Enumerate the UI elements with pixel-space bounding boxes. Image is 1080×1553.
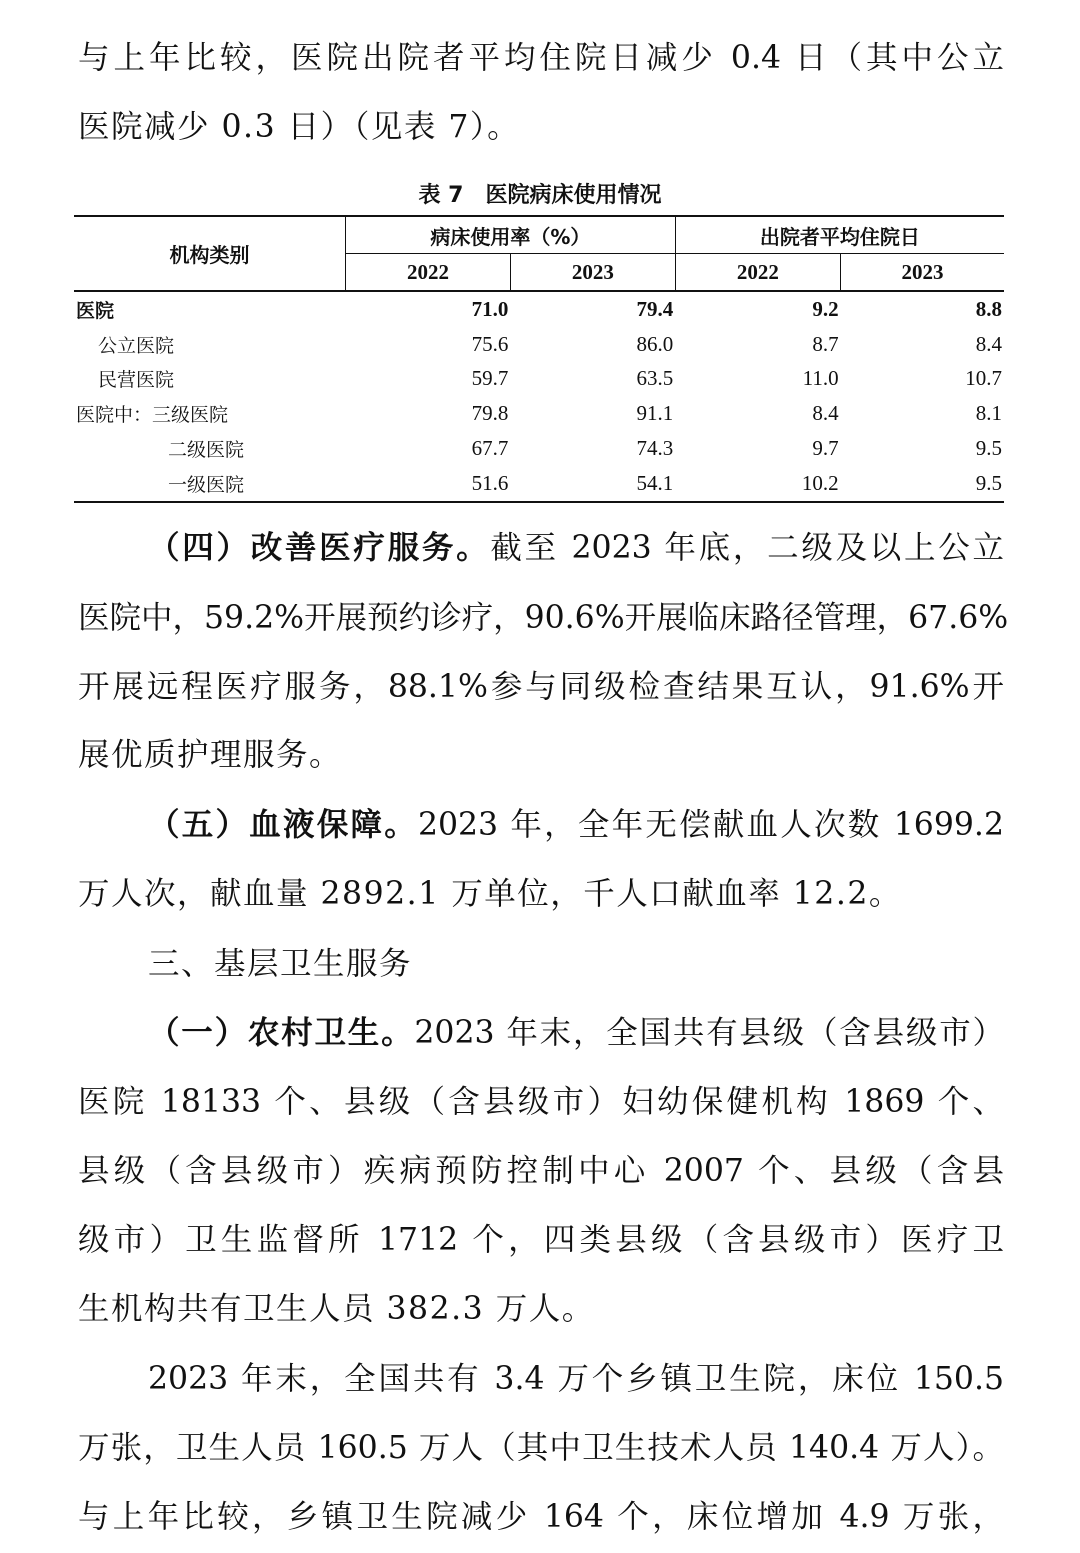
- cell-value: 54.1: [636, 470, 674, 495]
- cell-value: 71.0: [471, 296, 509, 321]
- cell-value: 8.4: [975, 331, 1002, 356]
- township-line-2: 万张，卫生人员 160.5 万人（其中卫生技术人员 140.4 万人）。: [78, 1430, 1004, 1466]
- section4-line-4: 展优质护理服务。: [78, 737, 343, 773]
- table-row: [74, 431, 1004, 466]
- section5-lead: （五）血液保障。: [148, 806, 418, 843]
- cell-value: 75.6: [471, 331, 509, 356]
- row-label: 一级医院: [168, 473, 245, 496]
- header-year: 2023: [510, 254, 675, 292]
- cell-value: 10.2: [801, 470, 839, 495]
- cell-value: 9.5: [975, 436, 1002, 461]
- table-row: [74, 466, 1004, 502]
- cell-value: 8.7: [812, 331, 839, 356]
- cell-value: 11.0: [802, 366, 839, 391]
- intro-line-2: 医院减少 0.3 日）（见表 7）。: [78, 109, 521, 145]
- cell-value: 59.7: [471, 366, 509, 391]
- township-line-3: 与上年比较，乡镇卫生院减少 164 个，床位增加 4.9 万张，: [78, 1499, 1004, 1535]
- rural-line-1: [148, 1013, 1004, 1053]
- row-label: 民营医院: [98, 369, 175, 392]
- cell-value: 8.1: [975, 401, 1002, 426]
- cell-value: 10.7: [965, 366, 1002, 391]
- cell-value: 9.5: [975, 470, 1002, 495]
- cell-value: 63.5: [636, 366, 674, 391]
- table-title: 表 7 医院病床使用情况: [418, 183, 662, 208]
- cell-value: 91.1: [636, 401, 674, 426]
- row-label: 医院: [76, 299, 115, 322]
- header-year: 2023: [841, 254, 1004, 292]
- rural-lead: （一）农村卫生。: [148, 1014, 415, 1051]
- header-occupancy-rate: 病床使用率（%）: [346, 216, 676, 254]
- cell-value: 67.7: [471, 436, 509, 461]
- section4-line-2: 医院中，59.2%开展预约诊疗，90.6%开展临床路径管理，67.6%: [78, 600, 1009, 636]
- section-heading: 三、基层卫生服务: [148, 946, 413, 982]
- header-average-stay: 出院者平均住院日: [675, 216, 1004, 254]
- cell-value: 9.7: [812, 436, 839, 461]
- section5-line-1: [148, 805, 1004, 845]
- cell-value: 86.0: [636, 331, 674, 356]
- section4-line-3: 开展远程医疗服务，88.1%参与同级检查结果互认，91.6%开: [78, 669, 1004, 705]
- cell-value: 79.8: [471, 401, 509, 426]
- header-category: 机构类别: [74, 216, 346, 291]
- cell-value: 8.8: [975, 296, 1002, 321]
- rural-line-3: 县级（含县级市）疾病预防控制中心 2007 个、县级（含县: [78, 1153, 1004, 1189]
- table-row: [74, 327, 1004, 362]
- rural-line-1-text: 2023 年末，全国共有县级（含县级市）: [414, 1015, 1004, 1051]
- table-row: [74, 362, 1004, 397]
- bed-usage-table: [74, 215, 1004, 503]
- township-line-1: 2023 年末，全国共有 3.4 万个乡镇卫生院，床位 150.5: [148, 1361, 1004, 1397]
- header-year: 2022: [675, 254, 840, 292]
- table-row: [74, 396, 1004, 431]
- section5-line-1-text: 2023 年，全年无偿献血人次数 1699.2: [417, 807, 1004, 843]
- intro-line-1: 与上年比较，医院出院者平均住院日减少 0.4 日（其中公立: [78, 40, 1004, 76]
- section4-line-1-text: 截至 2023 年底，二级及以上公立: [490, 530, 1004, 566]
- row-label: 二级医院: [168, 439, 245, 462]
- rural-line-2: 医院 18133 个、县级（含县级市）妇幼保健机构 1869 个、: [78, 1084, 1004, 1120]
- section5-line-2: 万人次，献血量 2892.1 万单位，千人口献血率 12.2。: [78, 876, 902, 912]
- rural-line-5: 生机构共有卫生人员 382.3 万人。: [78, 1291, 595, 1327]
- section4-lead: （四）改善医疗服务。: [148, 529, 491, 566]
- cell-value: 8.4: [812, 401, 839, 426]
- cell-value: 74.3: [636, 436, 674, 461]
- row-label: 医院中：三级医院: [76, 404, 229, 427]
- cell-value: 9.2: [812, 296, 839, 321]
- section4-line-1: [148, 528, 1004, 568]
- cell-value: 51.6: [471, 470, 509, 495]
- cell-value: 79.4: [636, 296, 674, 321]
- rural-line-4: 级市）卫生监督所 1712 个，四类县级（含县级市）医疗卫: [78, 1222, 1004, 1258]
- header-year: 2022: [346, 254, 511, 292]
- row-label: 公立医院: [98, 334, 175, 357]
- table-row: [74, 291, 1004, 327]
